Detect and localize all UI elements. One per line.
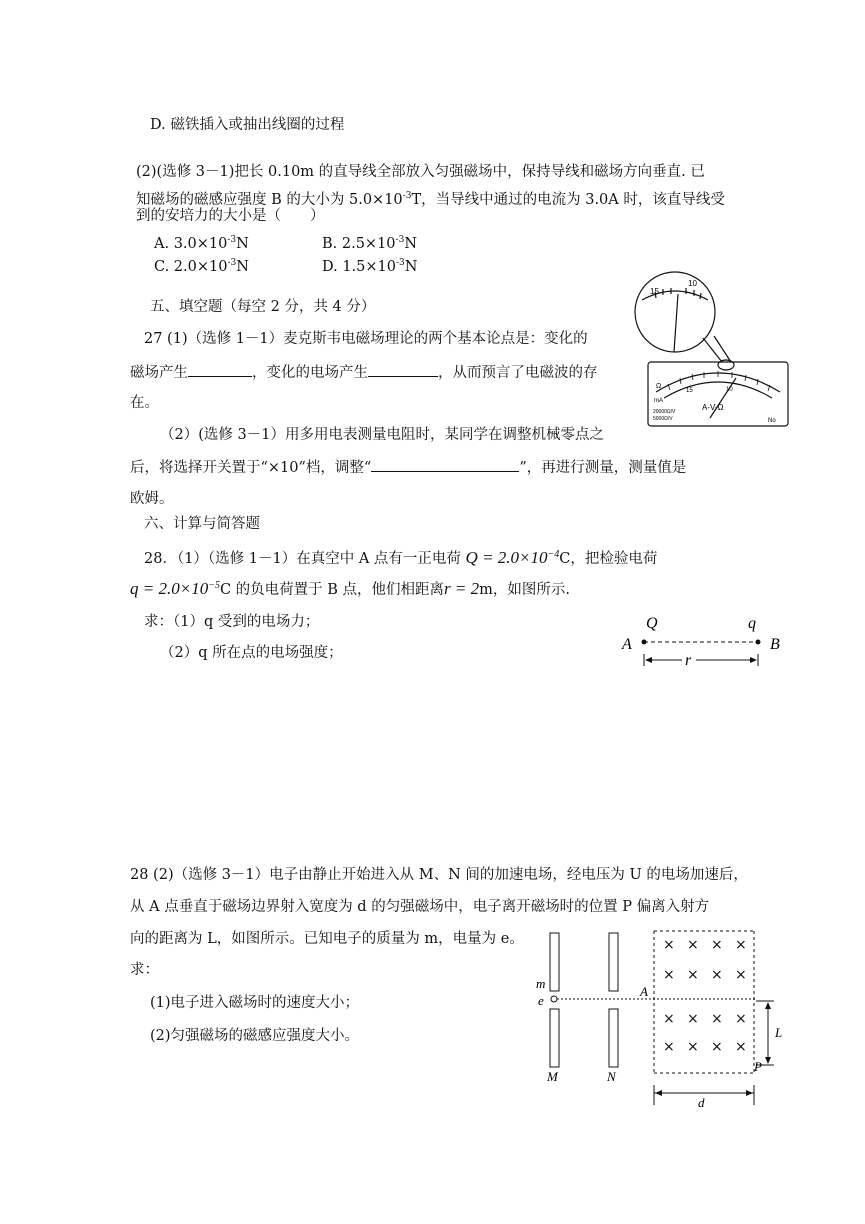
option-b: B. $2.5\times 10^{-3}N$ [322, 235, 418, 252]
meter-ohm-label: Ω [656, 383, 662, 390]
field-cross-icon: × [687, 937, 699, 953]
option-a: A. $3.0\times 10^{-3}N$ [154, 235, 249, 252]
label-m: m [536, 976, 546, 991]
q27-line2: 磁场产生 ，变化的电场产生 ，从而预言了电磁波的存 [130, 362, 598, 383]
label-L: L [775, 1025, 783, 1040]
q28-2-line1: 28 (2)（选修 3－1）电子由静止开始进入从 M、N 间的加速电场，经电压为 U 的电场加速后， [130, 867, 748, 883]
q28-line2: $q = 2.0\times 10^{-5}C$ 的负电荷置于 B 点，他们相距离r = 2m，如图所示. [130, 578, 570, 598]
answer-blank-3[interactable] [371, 457, 519, 472]
q28-2-line2: 从 A 点垂直于磁场边界射入宽度为 d 的匀强磁场中，电子离开磁场时的位置 P 偏离入射方 [130, 899, 710, 915]
q28-2-ask1: (1)电子进入磁场时的速度大小； [150, 995, 360, 1011]
q27-line1: 27 (1)（选修 1－1）麦克斯韦电磁场理论的两个基本论点是：变化的 [144, 331, 588, 347]
electron-point [551, 996, 557, 1002]
label-N: N [607, 1069, 616, 1084]
field-cross-icon: × [687, 967, 699, 983]
option-d: D. $1.5\times 10^{-3}N$ [322, 258, 418, 275]
q27-line3: 在。 [130, 395, 159, 411]
label-d: d [698, 1095, 705, 1110]
plate-M-lower [550, 1009, 559, 1067]
label-e: e [538, 993, 544, 1008]
field-cross-icon: × [663, 1039, 675, 1055]
field-cross-icon: × [735, 1039, 747, 1055]
q26-part2-line3: 到的安培力的大小是（ ） [136, 208, 325, 224]
meter-spec-1: 20000Ω/V [653, 409, 676, 415]
mini-label-10: 10 [726, 387, 733, 393]
scale-label-15: 15 [650, 287, 659, 296]
label-B: B [770, 636, 780, 653]
q26-part2-line2: 知磁场的磁感应强度 B 的大小为 $5.0\times 10^{-3}T$，当导线中通过的电流为 3.0A 时，该直导线受 [136, 191, 725, 208]
section5-heading: 五、填空题（每空 2 分，共 4 分） [150, 299, 376, 315]
meter-avo-label: A-V-Ω [702, 403, 724, 412]
scale-label-10: 10 [688, 279, 697, 288]
field-cross-icon: × [711, 937, 723, 953]
charges-figure [616, 612, 786, 672]
charge-Q-point [642, 640, 647, 645]
q28-2-line4: 求： [130, 962, 159, 978]
multimeter-figure [628, 270, 793, 432]
label-Q: Q [646, 615, 658, 632]
q28-ask1: 求：（1）q 受到的电场力； [144, 614, 320, 630]
label-A-point: A [640, 984, 648, 999]
plate-N-lower [609, 1009, 618, 1067]
field-cross-icon: × [687, 1039, 699, 1055]
field-cross-icon: × [711, 967, 723, 983]
label-q: q [748, 615, 756, 632]
field-cross-icon: × [735, 1011, 747, 1027]
q28-2-line3: 向的距离为 L，如图所示。已知电子的质量为 m，电量为 e。 [130, 931, 524, 947]
meter-ma-label: mA [654, 398, 663, 404]
answer-blank-2[interactable] [368, 362, 438, 377]
q27-part2-line1: （2）(选修 3－1）用多用电表测量电阻时，某同学在调整机械零点之 [160, 427, 604, 443]
label-M: M [547, 1069, 558, 1084]
field-cross-icon: × [711, 1039, 723, 1055]
q26-part2-line1: (2)(选修 3－1)把长 0.10m 的直导线全部放入匀强磁场中，保持导线和磁场方向垂直. 已 [136, 164, 705, 180]
plate-m-upper [550, 933, 559, 991]
mini-label-15: 15 [686, 388, 693, 394]
field-cross-icon: × [663, 1011, 675, 1027]
label-P: P [754, 1059, 762, 1074]
field-cross-icon: × [663, 937, 675, 953]
q27-part2-line3: 欧姆。 [130, 491, 174, 507]
section6-heading: 六、计算与简答题 [144, 516, 260, 532]
field-cross-icon: × [711, 1011, 723, 1027]
meter-spec-2: 5000Ω/V [653, 416, 673, 422]
option-d-line: D. 磁铁插入或抽出线圈的过程 [150, 117, 345, 133]
option-c: C. $2.0\times 10^{-3}N$ [154, 258, 249, 275]
field-cross-icon: × [663, 967, 675, 983]
q28-ask2: （2）q 所在点的电场强度； [160, 645, 343, 661]
field-cross-icon: × [735, 937, 747, 953]
q27-part2-line2: 后，将选择开关置于“×10”档，调整“ ”，再进行测量，测量值是 [130, 457, 686, 478]
meter-no-label: No [768, 418, 776, 424]
q28-2-ask2: (2)匀强磁场的磁感应强度大小。 [150, 1028, 360, 1044]
q28-line1: 28．（1）（选修 1－1）在真空中 A 点有一正电荷 $Q = 2.0\times 10^{-4}C$，把检验电荷 [144, 547, 658, 567]
charge-q-point [756, 640, 761, 645]
answer-blank-1[interactable] [188, 362, 252, 377]
label-A: A [622, 636, 632, 653]
field-figure [530, 925, 790, 1117]
label-r: r [685, 652, 692, 669]
plate-N-upper [609, 933, 618, 991]
field-cross-icon: × [687, 1011, 699, 1027]
field-cross-icon: × [735, 967, 747, 983]
